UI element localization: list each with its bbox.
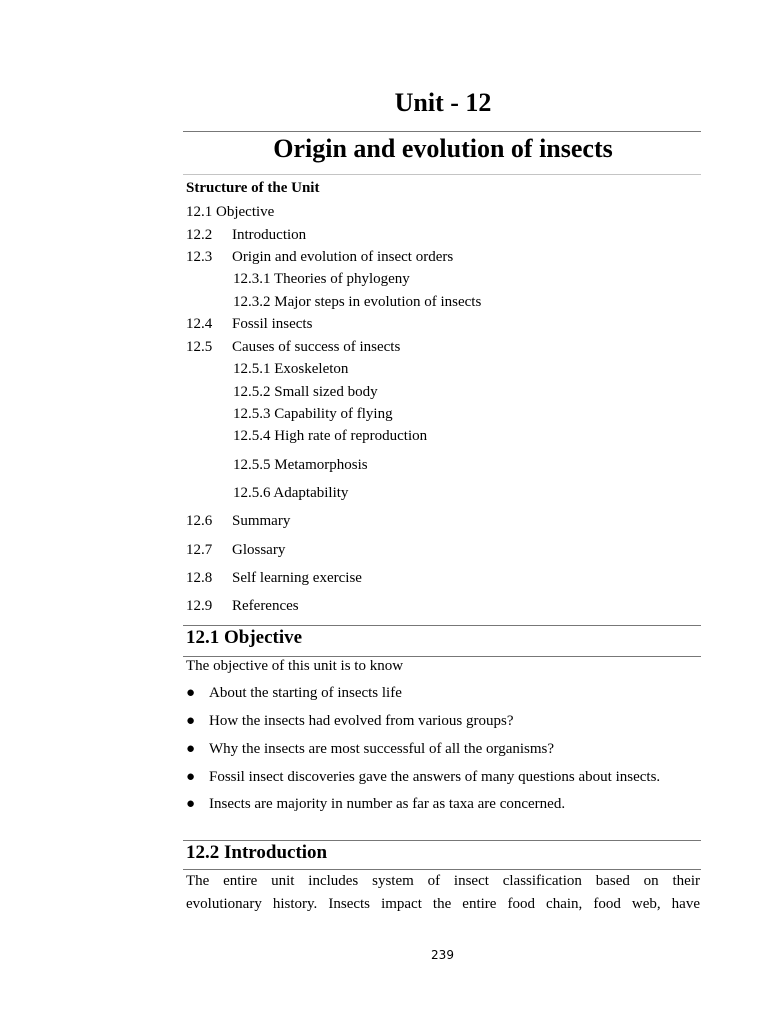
title-divider-top	[183, 131, 701, 132]
toc-number: 12.3	[186, 249, 213, 265]
bullet-icon: ●	[186, 741, 196, 757]
bullet-icon: ●	[186, 796, 196, 812]
list-item-text: About the starting of insects life	[209, 685, 402, 701]
toc-item	[186, 339, 400, 356]
bullet-icon: ●	[186, 769, 196, 785]
list-item-text: Fossil insect discoveries gave the answers of many questions about insects.	[209, 769, 661, 785]
toc-item	[186, 204, 274, 221]
bullet-icon: ●	[186, 713, 196, 729]
toc-subitem: 12.5.5 Metamorphosis	[233, 457, 368, 473]
section-divider	[183, 869, 701, 870]
toc-label: Glossary	[232, 542, 286, 558]
toc-label: References	[232, 598, 299, 614]
toc-label: Origin and evolution of insect orders	[232, 249, 454, 265]
introduction-line: evolutionary history. Insects impact the entire food chain, food web, have	[186, 896, 700, 912]
toc-subitem: 12.5.4 High rate of reproduction	[233, 428, 428, 444]
toc-label: Causes of success of insects	[232, 339, 401, 355]
toc-item	[186, 316, 312, 333]
toc-item	[186, 598, 299, 615]
list-item-text: Insects are majority in number as far as taxa are concerned.	[209, 796, 566, 812]
toc-number: 12.4	[186, 316, 213, 332]
toc-label: Fossil insects	[232, 316, 313, 332]
toc-subitem: 12.3.1 Theories of phylogeny	[233, 271, 410, 287]
section-divider	[183, 625, 701, 626]
toc-item	[186, 542, 285, 559]
introduction-line: The entire unit includes system of insect classification based on their	[186, 873, 700, 889]
toc-item	[186, 570, 362, 587]
list-item-text: Why the insects are most successful of all the organisms?	[209, 741, 555, 757]
toc-label: Introduction	[232, 227, 307, 243]
section-divider	[183, 656, 701, 657]
toc-number: 12.8	[186, 570, 213, 586]
section-divider	[183, 840, 701, 841]
toc-subitem: 12.5.1 Exoskeleton	[233, 361, 349, 377]
toc-label: Summary	[232, 513, 291, 529]
structure-heading: Structure of the Unit	[186, 180, 320, 196]
toc-item	[186, 227, 306, 244]
toc-subitem: 12.3.2 Major steps in evolution of insects	[233, 294, 482, 310]
objective-heading: 12.1 Objective	[186, 627, 303, 648]
toc-subitem: 12.5.2 Small sized body	[233, 384, 378, 400]
toc-number: 12.7	[186, 542, 213, 558]
bullet-icon: ●	[186, 685, 196, 701]
toc-number: 12.9	[186, 598, 213, 614]
list-item-text: How the insects had evolved from various groups?	[209, 713, 514, 729]
unit-title: Unit - 12	[394, 88, 492, 117]
toc-item	[186, 513, 290, 530]
toc-label: Self learning exercise	[232, 570, 362, 586]
toc-number: 12.5	[186, 339, 213, 355]
introduction-heading: 12.2 Introduction	[186, 842, 328, 863]
objective-intro: The objective of this unit is to know	[186, 658, 404, 674]
toc-subitem: 12.5.6 Adaptability	[233, 485, 349, 501]
toc-subitem: 12.5.3 Capability of flying	[233, 406, 393, 422]
toc-label: Objective	[216, 204, 275, 220]
title-divider-bottom	[183, 174, 701, 175]
toc-number: 12.6	[186, 513, 213, 529]
toc-number: 12.2	[186, 227, 213, 243]
page-number: 239	[431, 948, 454, 962]
toc-item	[186, 249, 453, 266]
page-title: Origin and evolution of insects	[273, 134, 613, 163]
toc-number: 12.1	[186, 204, 213, 220]
